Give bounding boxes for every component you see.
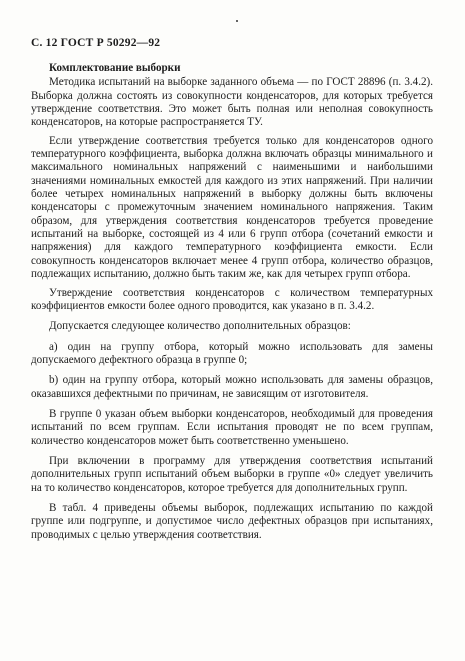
paragraph-multiple-coefficients: Утверждение соответствия конденсаторов с количеством температурных коэффициентов емкости более одного проводится, как указано в п. 3.4.2. (31, 286, 433, 312)
list-item-b: b) один на группу отбора, который можно использовать для замены образцов, оказавшихся дефектными по причинам, не зависящим от изготовителя. (31, 374, 433, 400)
paragraph-sampling-method: Методика испытаний на выборке заданного объема — по ГОСТ 28896 (п. 3.4.2). Выборка должна состоять из совокупности конденсаторов, для которых требуется утверждение соответствия. Это может быть полная или неполная совокупность конденсаторов, на которые распространяется ТУ. (31, 76, 433, 129)
page-header: С. 12 ГОСТ Р 50292—92 (31, 37, 161, 49)
scan-speck (236, 20, 238, 22)
paragraph-single-coefficient: Если утверждение соответствия требуется только для конденсаторов одного температурного коэффициента, выборка должна включать образцы минимального и максимального номинальных напряжений с наименьшими и наибольшими значениями номинальных емкостей для каждого из этих напряжений. При наличии более четырех номинальных напряжений в выборку должны быть включены конденсаторы с промежуточным значением номинального напряжения. Таким образом, для утверждения соответствия конденсаторов требуется проведение испытаний на выборке, состоящей из 4 или 6 групп отбора (сочетаний емкости и напряжения) для каждого температурного коэффициента емкости. Если совокупность конденсаторов включает менее 4 групп отбора, количество образцов, подлежащих испытанию, должно быть таким же, как для четырех групп отбора. (31, 134, 433, 281)
section-title: Комплектование выборки (49, 62, 181, 74)
paragraph-table-reference: В табл. 4 приведены объемы выборок, подлежащих испытанию по каждой группе или подгруппе, и допустимое число дефектных образцов при испытаниях, проводимых с целью утверждения соответствия. (31, 501, 433, 541)
list-item-a: а) один на группу отбора, который можно использовать для замены допускаемого дефектного образца в группе 0; (31, 340, 433, 366)
page-body (31, 62, 433, 542)
paragraph-extra-groups: При включении в программу для утверждения соответствия испытаний дополнительных групп испытаний объем выборки в группе «0» следует увеличить на то количество конденсаторов, которое требуется для дополнительных групп. (31, 454, 433, 494)
paragraph-additional-samples: Допускается следующее количество дополнительных образцов: (49, 320, 351, 333)
paragraph-group-zero: В группе 0 указан объем выборки конденсаторов, необходимый для проведения испытаний по всем группам. Если испытания проводят не по всем группам, количество конденсаторов может быть соответственно уменьшено. (31, 407, 433, 447)
